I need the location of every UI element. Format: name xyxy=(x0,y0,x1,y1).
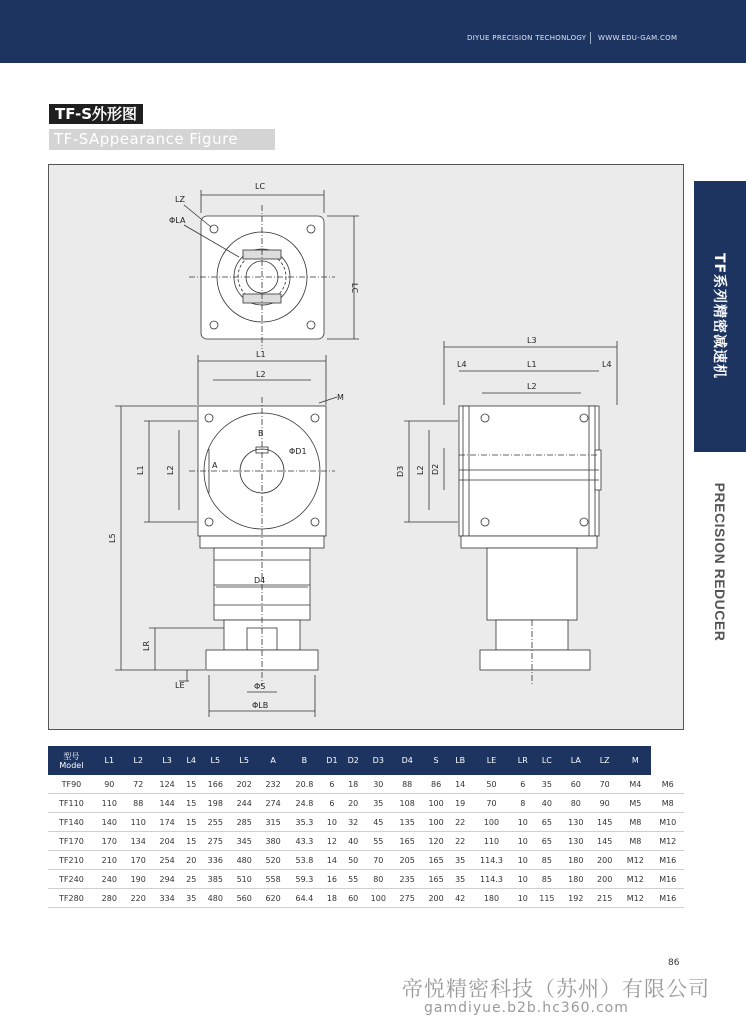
column-header: L5 xyxy=(201,746,230,775)
column-header: LZ xyxy=(590,746,619,775)
table-cell: 294 xyxy=(153,870,182,889)
table-row xyxy=(48,851,684,870)
table-cell: 170 xyxy=(124,851,153,870)
label-lc-vertical: LC xyxy=(350,283,359,294)
model-cell: TF140 xyxy=(48,813,95,832)
table-cell: M4 xyxy=(619,775,651,794)
table-cell: 336 xyxy=(201,851,230,870)
column-header: LC xyxy=(532,746,561,775)
table-cell: 60 xyxy=(343,889,364,908)
footer-watermark: gamdiyue.b2b.hc360.com xyxy=(424,1000,629,1016)
table-cell: 166 xyxy=(201,775,230,794)
table-cell: 88 xyxy=(124,794,153,813)
table-cell: M6 xyxy=(651,775,684,794)
table-cell: 100 xyxy=(422,813,451,832)
table-cell: 274 xyxy=(259,794,288,813)
table-cell: 55 xyxy=(364,832,393,851)
table-cell: 620 xyxy=(259,889,288,908)
table-cell: M8 xyxy=(651,794,684,813)
side-view-housing xyxy=(459,406,599,536)
model-header xyxy=(48,746,95,775)
figure-title-cn: TF-S外形图 xyxy=(49,104,143,124)
table-cell: 275 xyxy=(393,889,422,908)
table-cell: M12 xyxy=(651,832,684,851)
table-cell: 480 xyxy=(201,889,230,908)
table-cell: 204 xyxy=(153,832,182,851)
table-cell: M8 xyxy=(619,832,651,851)
label-l4-right: L4 xyxy=(602,360,612,369)
table-cell: 114.3 xyxy=(470,870,513,889)
table-cell: 202 xyxy=(230,775,259,794)
model-header-en: Model xyxy=(59,760,84,770)
table-cell: 42 xyxy=(451,889,470,908)
table-cell: M16 xyxy=(651,870,684,889)
column-header: LA xyxy=(561,746,590,775)
table-cell: 140 xyxy=(95,813,124,832)
table-cell: 220 xyxy=(124,889,153,908)
label-d4: D4 xyxy=(254,576,266,585)
table-cell: 70 xyxy=(470,794,513,813)
table-cell: 35.3 xyxy=(288,813,322,832)
table-cell: 280 xyxy=(95,889,124,908)
table-cell: 174 xyxy=(153,813,182,832)
table-cell: 200 xyxy=(422,889,451,908)
table-cell: 32 xyxy=(343,813,364,832)
table-cell: 55 xyxy=(343,870,364,889)
column-header: D2 xyxy=(343,746,364,775)
column-header: L5 xyxy=(230,746,259,775)
table-cell: 12 xyxy=(321,832,342,851)
table-cell: 72 xyxy=(124,775,153,794)
table-cell: 35 xyxy=(182,889,201,908)
column-header: S xyxy=(422,746,451,775)
table-cell: 10 xyxy=(513,851,532,870)
label-lr: LR xyxy=(142,640,151,651)
label-lb: ΦLB xyxy=(252,701,269,710)
table-cell: 18 xyxy=(343,775,364,794)
column-header: LR xyxy=(513,746,532,775)
table-cell: 145 xyxy=(590,832,619,851)
table-cell: 240 xyxy=(95,870,124,889)
table-cell: 558 xyxy=(259,870,288,889)
label-lz: LZ xyxy=(175,195,185,204)
label-b: B xyxy=(258,429,264,438)
table-cell: 14 xyxy=(321,851,342,870)
label-l2-vertical: L2 xyxy=(166,465,175,475)
table-cell: 15 xyxy=(182,775,201,794)
table-cell: 35 xyxy=(532,775,561,794)
table-cell: 285 xyxy=(230,813,259,832)
table-cell: 180 xyxy=(561,851,590,870)
table-cell: 244 xyxy=(230,794,259,813)
label-s: ΦS xyxy=(254,682,266,691)
column-header: B xyxy=(288,746,322,775)
column-header: D4 xyxy=(393,746,422,775)
table-cell: 43.3 xyxy=(288,832,322,851)
table-cell: 20 xyxy=(343,794,364,813)
model-cell: TF280 xyxy=(48,889,95,908)
table-cell: 35 xyxy=(451,851,470,870)
table-cell: 115 xyxy=(532,889,561,908)
table-cell: 200 xyxy=(590,851,619,870)
table-cell: 40 xyxy=(343,832,364,851)
label-l5: L5 xyxy=(108,533,117,543)
table-cell: 15 xyxy=(182,813,201,832)
table-cell: 65 xyxy=(532,813,561,832)
table-cell: 200 xyxy=(590,870,619,889)
table-cell: 85 xyxy=(532,870,561,889)
table-cell: 90 xyxy=(95,775,124,794)
table-cell: 35 xyxy=(451,870,470,889)
table-cell: 235 xyxy=(393,870,422,889)
label-lc: LC xyxy=(255,182,266,191)
table-cell: 520 xyxy=(259,851,288,870)
model-cell: TF210 xyxy=(48,851,95,870)
table-cell: 100 xyxy=(364,889,393,908)
table-cell: 10 xyxy=(513,889,532,908)
table-cell: 30 xyxy=(364,775,393,794)
table-cell: 50 xyxy=(470,775,513,794)
table-cell: 210 xyxy=(95,851,124,870)
table-cell: 22 xyxy=(451,832,470,851)
table-cell: 65 xyxy=(532,832,561,851)
table-row xyxy=(48,813,684,832)
table-cell: 6 xyxy=(321,794,342,813)
column-header: LE xyxy=(470,746,513,775)
column-header: A xyxy=(259,746,288,775)
table-cell: 60 xyxy=(561,775,590,794)
table-cell: 10 xyxy=(321,813,342,832)
table-cell: 254 xyxy=(153,851,182,870)
table-cell: M16 xyxy=(651,889,684,908)
table-cell: 24.8 xyxy=(288,794,322,813)
table-cell: 134 xyxy=(124,832,153,851)
table-cell: 10 xyxy=(513,870,532,889)
table-cell: 22 xyxy=(451,813,470,832)
table-cell: 80 xyxy=(561,794,590,813)
table-cell: 10 xyxy=(513,813,532,832)
technical-drawing xyxy=(49,165,685,731)
label-l1-vertical: L1 xyxy=(136,465,145,475)
label-la: ΦLA xyxy=(169,216,186,225)
table-cell: 165 xyxy=(422,851,451,870)
table-cell: 110 xyxy=(470,832,513,851)
table-cell: 25 xyxy=(182,870,201,889)
table-row xyxy=(48,794,684,813)
table-cell: 380 xyxy=(259,832,288,851)
label-d1: ΦD1 xyxy=(289,447,307,456)
header-divider xyxy=(590,32,591,44)
table-cell: 215 xyxy=(590,889,619,908)
table-cell: M12 xyxy=(619,851,651,870)
column-header: L2 xyxy=(124,746,153,775)
column-header: L4 xyxy=(182,746,201,775)
table-cell: 18 xyxy=(321,889,342,908)
table-cell: 10 xyxy=(513,832,532,851)
column-header: D3 xyxy=(364,746,393,775)
table-cell: 130 xyxy=(561,832,590,851)
table-cell: 6 xyxy=(513,775,532,794)
table-cell: 135 xyxy=(393,813,422,832)
table-row xyxy=(48,832,684,851)
table-header-row xyxy=(48,746,684,775)
label-l2: L2 xyxy=(256,370,266,379)
label-d3: D3 xyxy=(396,465,405,477)
table-cell: 45 xyxy=(364,813,393,832)
figure-title-en: TF-SAppearance Figure xyxy=(49,129,275,150)
dimension-table xyxy=(48,746,684,908)
label-d2: D2 xyxy=(431,463,440,475)
table-row xyxy=(48,870,684,889)
table-cell: 90 xyxy=(590,794,619,813)
table-cell: 180 xyxy=(561,870,590,889)
label-le: LE xyxy=(175,681,185,690)
table-cell: 275 xyxy=(201,832,230,851)
table-cell: 35 xyxy=(364,794,393,813)
label-l4-left: L4 xyxy=(457,360,467,369)
model-cell: TF110 xyxy=(48,794,95,813)
table-cell: 232 xyxy=(259,775,288,794)
table-row xyxy=(48,889,684,908)
table-cell: 16 xyxy=(321,870,342,889)
label-l3: L3 xyxy=(527,336,537,345)
label-l2-side: L2 xyxy=(527,382,537,391)
label-l2-side-vertical: L2 xyxy=(416,465,425,475)
table-cell: 20.8 xyxy=(288,775,322,794)
precision-reducer-label: PRECISION REDUCER xyxy=(712,482,728,642)
table-cell: 19 xyxy=(451,794,470,813)
table-cell: 130 xyxy=(561,813,590,832)
table-cell: 255 xyxy=(201,813,230,832)
table-cell: 64.4 xyxy=(288,889,322,908)
column-header: D1 xyxy=(321,746,342,775)
table-cell: 345 xyxy=(230,832,259,851)
page-header xyxy=(0,0,746,63)
appearance-figure xyxy=(48,164,684,730)
table-cell: 40 xyxy=(532,794,561,813)
header-company: DIYUE PRECISION TECHONLOGY xyxy=(467,34,587,42)
table-cell: 114.3 xyxy=(470,851,513,870)
table-cell: 480 xyxy=(230,851,259,870)
label-a: A xyxy=(212,461,218,470)
series-side-tab xyxy=(694,181,746,452)
table-cell: 15 xyxy=(182,832,201,851)
table-row xyxy=(48,775,684,794)
table-cell: M5 xyxy=(619,794,651,813)
page-number: 86 xyxy=(668,958,680,968)
table-cell: 100 xyxy=(470,813,513,832)
table-cell: 334 xyxy=(153,889,182,908)
table-cell: 80 xyxy=(364,870,393,889)
column-header: LB xyxy=(451,746,470,775)
table-cell: M10 xyxy=(651,813,684,832)
table-cell: 53.8 xyxy=(288,851,322,870)
table-cell: 120 xyxy=(422,832,451,851)
table-cell: M8 xyxy=(619,813,651,832)
table-cell: 170 xyxy=(95,832,124,851)
table-cell: 86 xyxy=(422,775,451,794)
table-cell: 145 xyxy=(590,813,619,832)
table-body xyxy=(48,775,684,908)
label-l1-side: L1 xyxy=(527,360,537,369)
table-cell: 108 xyxy=(393,794,422,813)
table-cell: 205 xyxy=(393,851,422,870)
table-cell: 110 xyxy=(124,813,153,832)
table-cell: 15 xyxy=(182,794,201,813)
column-header: M xyxy=(619,746,651,775)
table-cell: M12 xyxy=(619,870,651,889)
model-cell: TF90 xyxy=(48,775,95,794)
table-cell: 85 xyxy=(532,851,561,870)
table-cell: M16 xyxy=(651,851,684,870)
table-cell: 315 xyxy=(259,813,288,832)
table-cell: 70 xyxy=(590,775,619,794)
table-cell: 510 xyxy=(230,870,259,889)
table-cell: 198 xyxy=(201,794,230,813)
table-cell: 385 xyxy=(201,870,230,889)
table-cell: 180 xyxy=(470,889,513,908)
table-cell: 560 xyxy=(230,889,259,908)
label-m: M xyxy=(337,393,344,402)
column-header: L3 xyxy=(153,746,182,775)
table-cell: 192 xyxy=(561,889,590,908)
table-cell: 70 xyxy=(364,851,393,870)
table-cell: 88 xyxy=(393,775,422,794)
table-cell: 165 xyxy=(422,870,451,889)
table-cell: 8 xyxy=(513,794,532,813)
table-cell: 6 xyxy=(321,775,342,794)
table-cell: 59.3 xyxy=(288,870,322,889)
table-cell: 165 xyxy=(393,832,422,851)
table-cell: 100 xyxy=(422,794,451,813)
table-cell: M12 xyxy=(619,889,651,908)
header-website: WWW.EDU-GAM.COM xyxy=(598,34,678,42)
table-cell: 190 xyxy=(124,870,153,889)
model-cell: TF240 xyxy=(48,870,95,889)
series-tab-label: TF系列精密减速机 xyxy=(711,252,727,380)
table-cell: 20 xyxy=(182,851,201,870)
model-cell: TF170 xyxy=(48,832,95,851)
table-cell: 110 xyxy=(95,794,124,813)
table-cell: 124 xyxy=(153,775,182,794)
model-header-cn: 型号 xyxy=(63,751,80,761)
footer-company: 帝悦精密科技（苏州）有限公司 xyxy=(402,977,710,1001)
column-header: L1 xyxy=(95,746,124,775)
table-cell: 14 xyxy=(451,775,470,794)
label-l1: L1 xyxy=(256,350,266,359)
table-cell: 144 xyxy=(153,794,182,813)
table-cell: 50 xyxy=(343,851,364,870)
